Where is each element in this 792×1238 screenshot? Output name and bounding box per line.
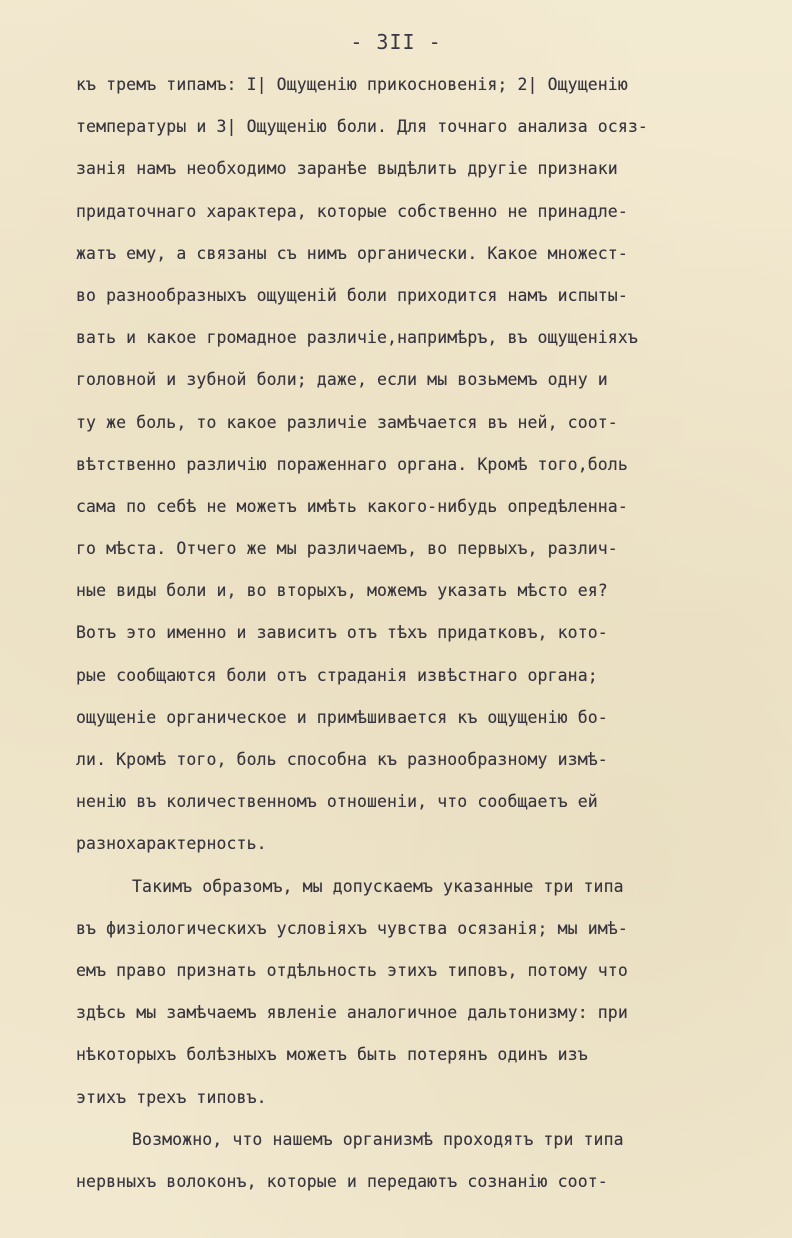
- text-line: ненію въ количественномъ отношеніи, что сообщаетъ ей: [76, 792, 598, 812]
- text-line: ту же боль, то какое различіе замѣчается въ ней, соот-: [76, 412, 618, 432]
- text-line: во разнообразныхъ ощущеній боли приходится намъ испыты-: [76, 285, 628, 305]
- text-line: придаточнаго характера, которые собственно не принадле-: [76, 201, 628, 221]
- text-line: емъ право признать отдѣльность этихъ типовъ, потому что: [76, 960, 628, 980]
- text-line: головной и зубной боли; даже, если мы возьмемъ одну и: [76, 370, 608, 390]
- text-line: температуры и 3| Ощущенію боли. Для точнаго анализа осяз-: [76, 117, 648, 137]
- text-line: къ тремъ типамъ: I| Ощущенію прикосновенія; 2| Ощущенію: [76, 75, 628, 94]
- text-line: въ физіологическихъ условіяхъ чувства осязанія; мы имѣ-: [76, 918, 628, 938]
- body-text: [76, 64, 781, 1203]
- text-line: жатъ ему, а связаны съ нимъ органически. Какое множест-: [76, 243, 628, 263]
- text-line: ные виды боли и, во вторыхъ, можемъ указать мѣсто ея?: [76, 581, 608, 601]
- text-line: здѣсь мы замѣчаемъ явленіе аналогичное дальтонизму: при: [76, 1003, 628, 1023]
- text-line: разнохарактерность.: [76, 834, 267, 854]
- text-line: го мѣста. Отчего же мы различаемъ, во первыхъ, различ-: [76, 539, 618, 559]
- text-line: Такимъ образомъ, мы допускаемъ указанные три типа: [132, 876, 624, 896]
- text-line: нервныхъ волоконъ, которые и передаютъ сознанію соот-: [76, 1171, 608, 1191]
- text-line: ощущеніе органическое и примѣшивается къ ощущенію бо-: [76, 707, 608, 727]
- text-line: ли. Кромѣ того, боль способна къ разнообразному измѣ-: [76, 750, 608, 769]
- text-line: занія намъ необходимо заранѣе выдѣлить другіе признаки: [76, 159, 618, 179]
- text-line: этихъ трехъ типовъ.: [76, 1087, 267, 1107]
- text-line: рые сообщаются боли отъ страданія извѣстнаго органа;: [76, 665, 598, 685]
- text-line: Вотъ это именно и зависитъ отъ тѣхъ придатковъ, кото-: [76, 623, 608, 643]
- text-line: вать и какое громадное различіе,напримѣръ, въ ощущеніяхъ: [76, 328, 638, 348]
- text-line: нѣкоторыхъ болѣзныхъ можетъ быть потерянъ одинъ изъ: [76, 1045, 588, 1065]
- page-number: - 3II -: [350, 30, 442, 54]
- text-line: вѣтственно различію пораженнаго органа. Кромѣ того,боль: [76, 454, 628, 474]
- text-line: Возможно, что нашемъ организмѣ проходятъ три типа: [132, 1129, 624, 1149]
- text-line: сама по себѣ не можетъ имѣть какого-нибудь опредѣленна-: [76, 496, 628, 516]
